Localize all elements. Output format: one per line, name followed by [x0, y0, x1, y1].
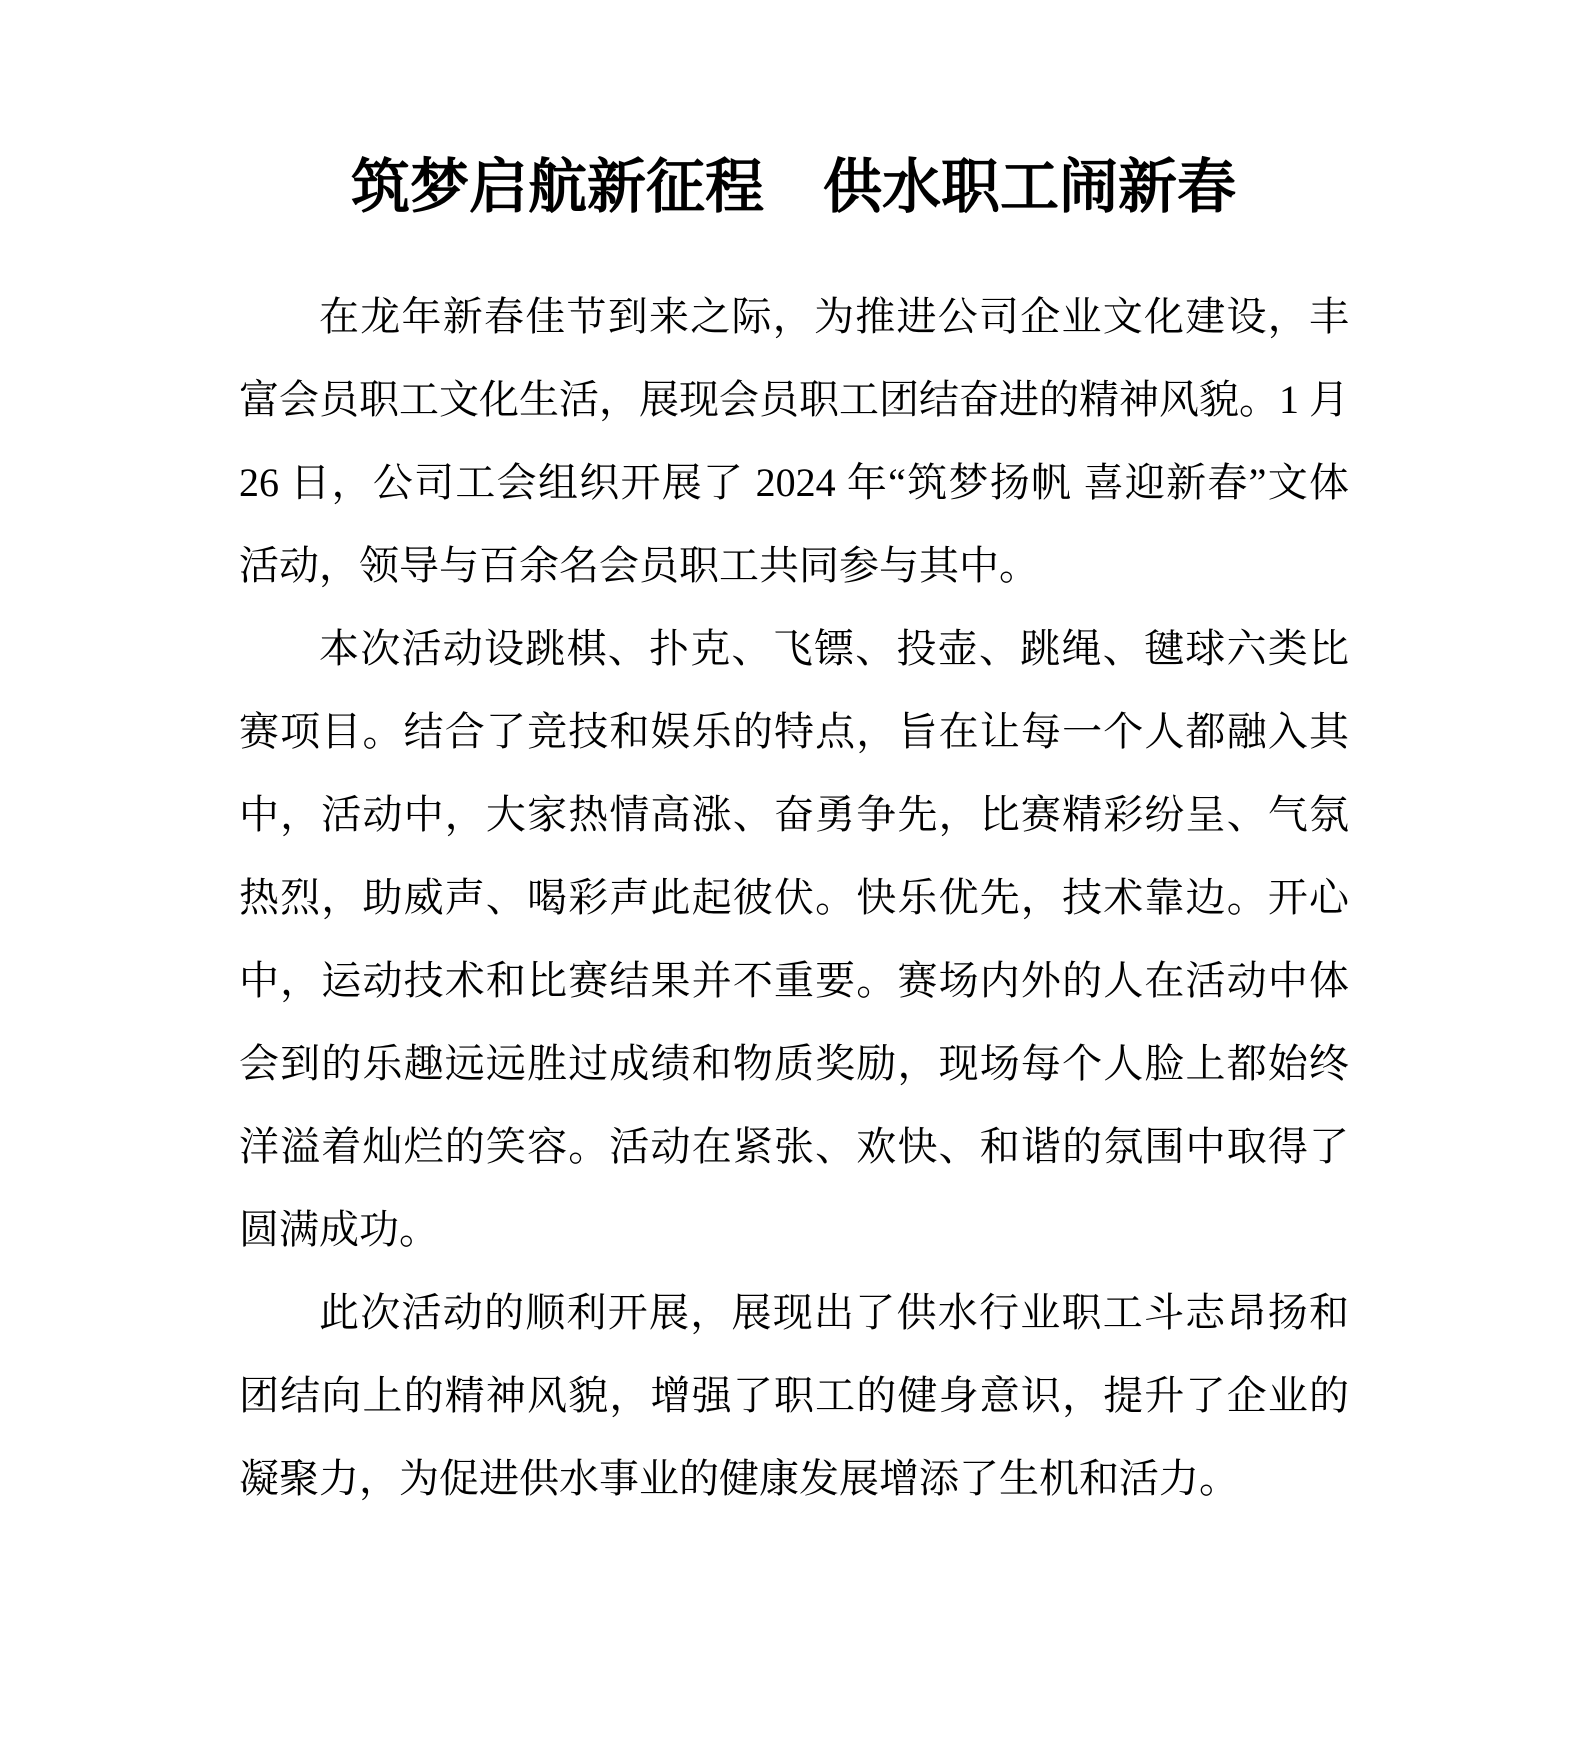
paragraph-activity-details: 本次活动设跳棋、扑克、飞镖、投壶、跳绳、毽球六类比赛项目。结合了竞技和娱乐的特点，旨在让每一个人都融入其中，活动中，大家热情高涨、奋勇争先，比赛精彩纷呈、气氛热烈，助威声、喝彩声此起彼伏。快乐优先，技术靠边。开心中，运动技术和比赛结果并不重要。赛场内外的人在活动中体会到的乐趣远远胜过成绩和物质奖励，现场每个人脸上都始终洋溢着灿烂的笑容。活动在紧张、欢快、和谐的氛围中取得了圆满成功。	[239, 626, 1349, 1252]
document-body	[239, 275, 1349, 1520]
document-title: 筑梦启航新征程 供水职工闹新春	[350, 154, 1236, 220]
paragraph-conclusion: 此次活动的顺利开展，展现出了供水行业职工斗志昂扬和团结向上的精神风貌，增强了职工的健身意识，提升了企业的凝聚力，为促进供水事业的健康发展增添了生机和活力。	[239, 1290, 1349, 1501]
paragraph-intro: 在龙年新春佳节到来之际，为推进公司企业文化建设，丰富会员职工文化生活，展现会员职工团结奋进的精神风貌。1 月 26 日，公司工会组织开展了 2024 年“筑梦扬帆 喜迎新春”文体活动，领导与百余名会员职工共同参与其中。	[239, 294, 1349, 588]
